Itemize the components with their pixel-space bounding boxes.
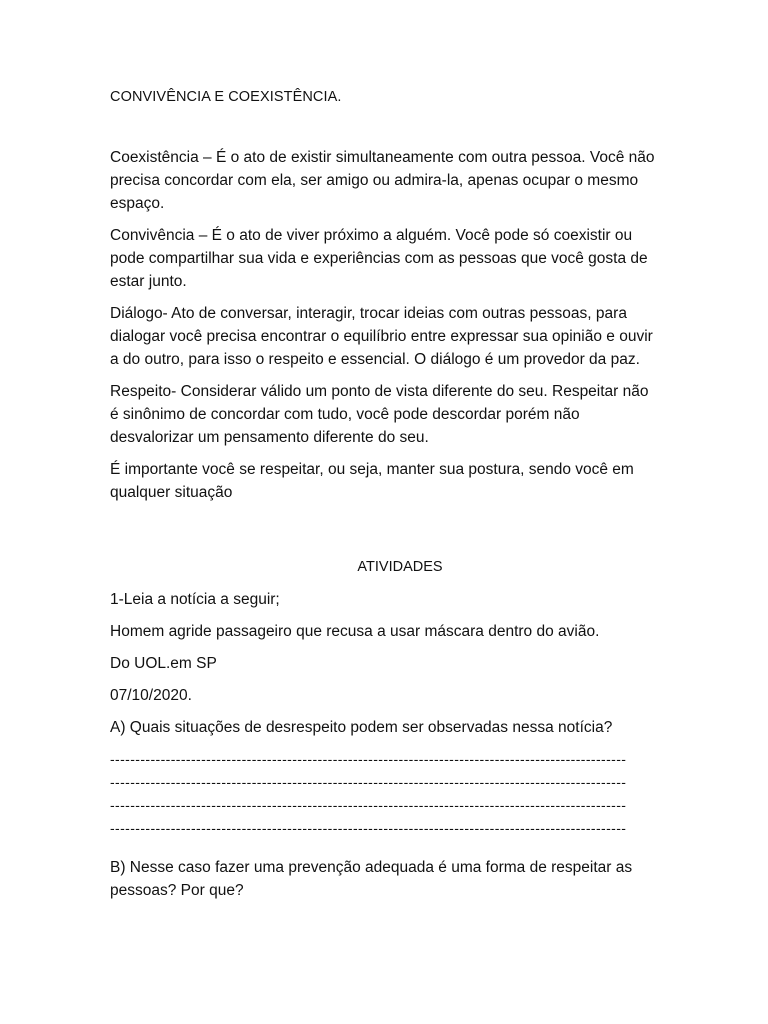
- answer-line: ------------------------------------------------------------------------------------------------------: [110, 797, 627, 813]
- paragraph-convivencia: Convivência – É o ato de viver próximo a alguém. Você pode só coexistir ou pode compartilhar sua vida e experiências com as pessoas que você gosta de estar junto.: [110, 227, 648, 290]
- news-source: Do UOL.em SP: [110, 655, 217, 672]
- answer-lines: [110, 748, 660, 840]
- activities-heading: ATIVIDADES: [357, 559, 443, 575]
- paragraph-respeito: Respeito- Considerar válido um ponto de vista diferente do seu. Respeitar não é sinônimo de concordar com tudo, você pode descordar porém não desvalorizar um pensamento diferente do seu.: [110, 383, 649, 446]
- answer-line: ------------------------------------------------------------------------------------------------------: [110, 774, 627, 790]
- news-headline: Homem agride passageiro que recusa a usar máscara dentro do avião.: [110, 623, 600, 640]
- paragraph-importante: É importante você se respeitar, ou seja, manter sua postura, sendo você em qualquer situação: [110, 461, 634, 501]
- news-date: 07/10/2020.: [110, 687, 192, 704]
- activity-instruction: 1-Leia a notícia a seguir;: [110, 591, 280, 608]
- question-a: A) Quais situações de desrespeito podem ser observadas nessa notícia?: [110, 719, 613, 736]
- question-b: B) Nesse caso fazer uma prevenção adequada é uma forma de respeitar as pessoas? Por que?: [110, 859, 633, 899]
- document-title: CONVIVÊNCIA E COEXISTÊNCIA.: [110, 89, 342, 105]
- paragraph-dialogo: Diálogo- Ato de conversar, interagir, trocar ideias com outras pessoas, para dialogar você precisa encontrar o equilíbrio entre expressar sua opinião e ouvir a do outro, para isso o respeito e essencial. O diálogo é um provedor da paz.: [110, 305, 653, 368]
- paragraph-coexistencia: Coexistência – É o ato de existir simultaneamente com outra pessoa. Você não precisa concordar com ela, ser amigo ou admira-la, apenas ocupar o mesmo espaço.: [110, 149, 655, 212]
- answer-line: ------------------------------------------------------------------------------------------------------: [110, 751, 627, 767]
- document-body: [110, 86, 660, 911]
- answer-line: ------------------------------------------------------------------------------------------------------: [110, 820, 627, 836]
